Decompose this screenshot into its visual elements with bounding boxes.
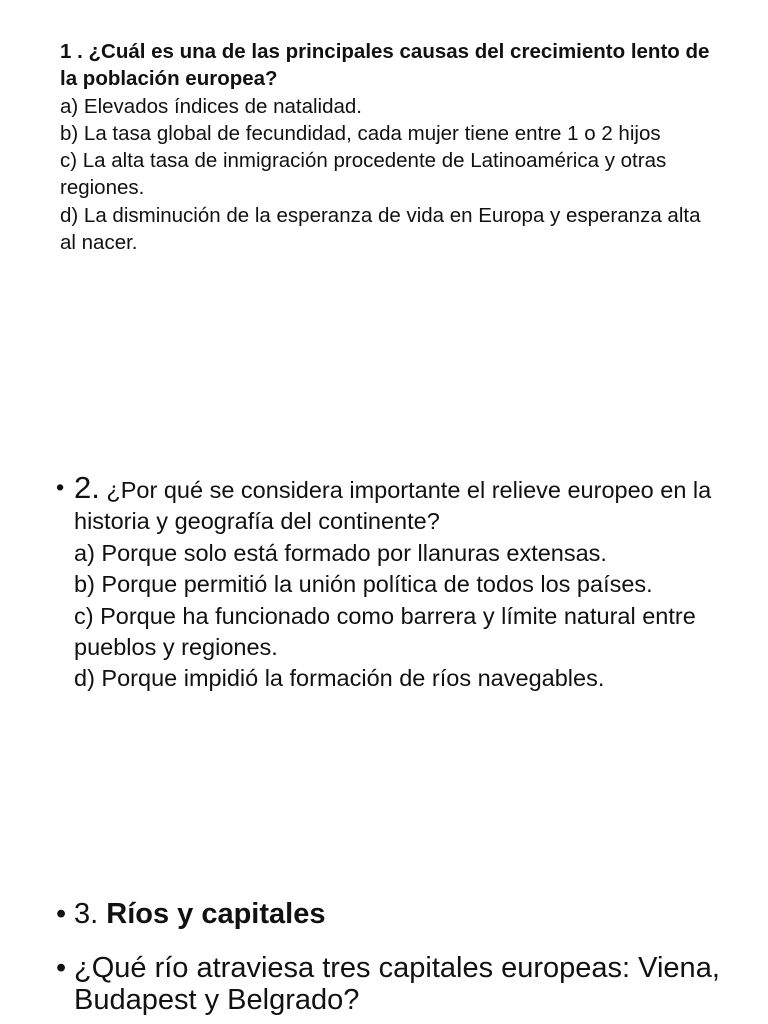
question-1-option-a: a) Elevados índices de natalidad. xyxy=(60,94,363,118)
question-2-block xyxy=(56,472,756,695)
question-1-option-d: d) La disminución de la esperanza de vida en Europa y esperanza alta al nacer. xyxy=(60,203,701,255)
question-2-heading xyxy=(74,472,756,538)
question-2-bullet: • xyxy=(56,474,65,500)
question-1-number: 1 . xyxy=(60,40,83,63)
question-3-text: ¿Qué río atraviesa tres capitales europeas: Viena, Budapest y Belgrado? xyxy=(74,952,720,1016)
question-2-option-d: d) Porque impidió la formación de ríos navegables. xyxy=(74,665,605,692)
question-3-bullet: • xyxy=(56,898,67,930)
question-3-title: Ríos y capitales xyxy=(106,898,326,930)
question-3-prompt xyxy=(56,952,756,1016)
question-2-number: 2. xyxy=(74,470,100,505)
question-3 xyxy=(56,898,756,1016)
question-1-option-b: b) La tasa global de fecundidad, cada mujer tiene entre 1 o 2 hijos xyxy=(60,121,661,145)
question-2-option-b: b) Porque permitió la unión política de todos los países. xyxy=(74,571,653,598)
question-2 xyxy=(56,472,756,695)
question-1 xyxy=(60,38,720,256)
question-1-option-c: c) La alta tasa de inmigración procedente de Latinoamérica y otras regiones. xyxy=(60,149,667,200)
question-2-option-a: a) Porque solo está formado por llanuras extensas. xyxy=(74,539,607,566)
question-3-heading xyxy=(56,898,756,930)
question-3-prompt-bullet: • xyxy=(56,952,67,984)
question-2-option-c: c) Porque ha funcionado como barrera y límite natural entre pueblos y regiones. xyxy=(74,602,696,661)
question-2-text: ¿Por qué se considera importante el relieve europeo en la historia y geografía del continente? xyxy=(74,477,712,535)
question-3-number: 3. xyxy=(74,898,99,930)
question-1-heading xyxy=(60,38,720,93)
question-1-text: ¿Cuál es una de las principales causas del crecimiento lento de la población europea? xyxy=(60,40,710,91)
